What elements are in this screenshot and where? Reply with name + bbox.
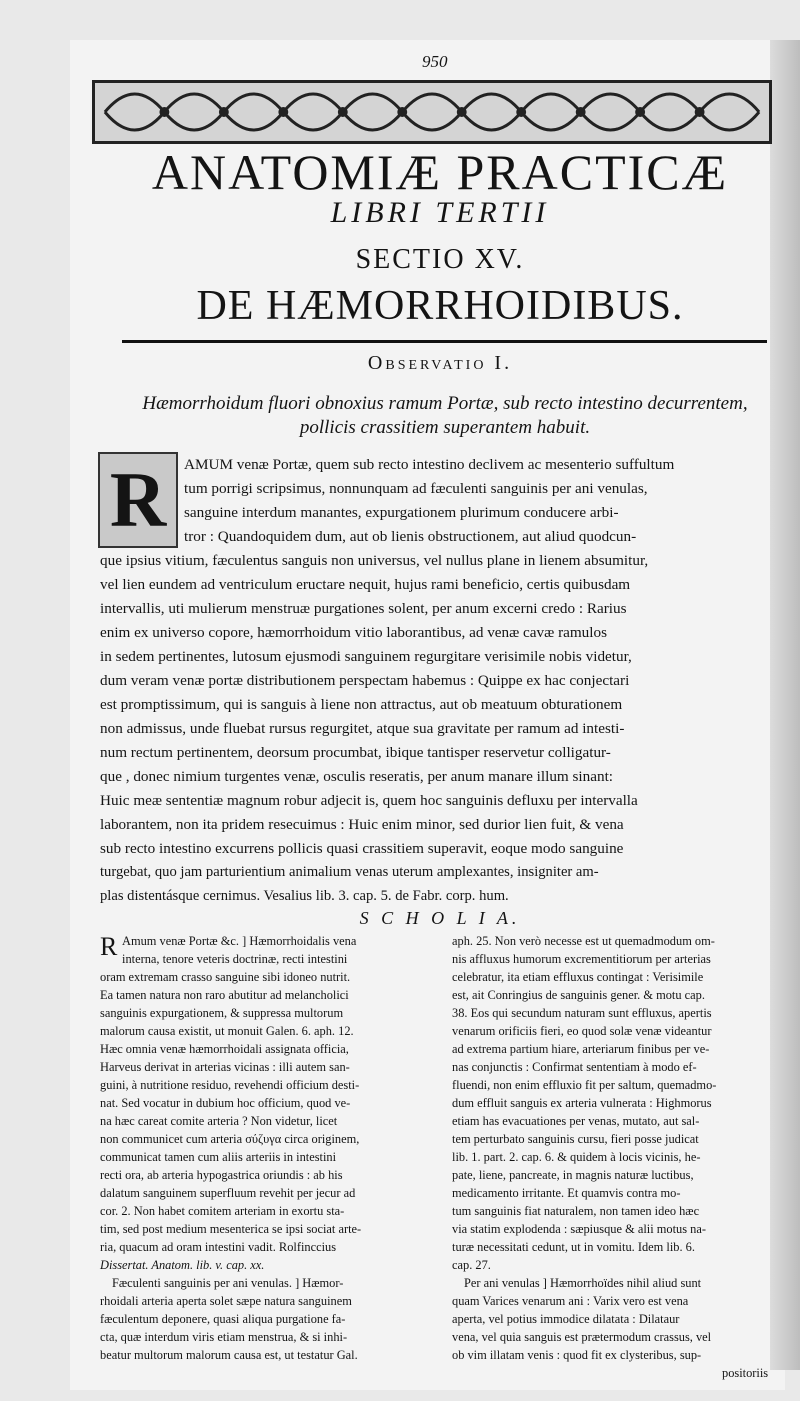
scholia-line: guini, à nutritione residuo, revehendi officium desti- bbox=[100, 1078, 360, 1092]
headpiece-ornament-icon bbox=[95, 83, 769, 141]
scholia-drop-cap: R bbox=[100, 932, 118, 961]
body-line: tum porrigi scripsimus, nonnunquam ad fæculenti sanguinis per ani venulas, bbox=[184, 480, 648, 497]
scholia-line: etiam has evacuationes per venas, mutato, aut sal- bbox=[452, 1114, 700, 1128]
body-line: enim ex universo copore, hæmorrhoidum vitio laborantibus, ad venæ cavæ ramulos bbox=[100, 624, 607, 641]
scholia-line: beatur multorum malorum causa est, ut testatur Gal. bbox=[100, 1348, 358, 1362]
scholia-line: Dissertat. Anatom. lib. v. cap. xx. bbox=[100, 1258, 265, 1272]
observation-heading: Observatio I. bbox=[367, 352, 513, 374]
scholia-line: aph. 25. Non verò necesse est ut quemadmodum om- bbox=[452, 934, 715, 948]
scholia-line: ad extrema partium hiare, arteriarum finibus per ve- bbox=[452, 1042, 710, 1056]
body-line: non admissus, unde fluebat rursus regurgitet, atque sua gravitate per ramum ad intesti- bbox=[100, 720, 625, 737]
scholia-line: communicat tamen cum aliis arteriis in intestini bbox=[100, 1150, 337, 1164]
scholia-line: tim, sed post medium mesenterica se ipsi sociat arte- bbox=[100, 1222, 362, 1236]
heading-rule bbox=[122, 340, 767, 343]
scholia-line: Per ani venulas ] Hæmorrhoïdes nihil aliud sunt bbox=[464, 1276, 702, 1290]
scholia-line: sanguinis expurgationem, & suppressa multorum bbox=[100, 1006, 344, 1020]
body-line: in sedem pertinentes, lutosum ejusmodi sanguinem regurgitare verisimile nobis videtur, bbox=[100, 648, 632, 665]
scholia-line: rhoidali arteria aperta solet sæpe natura sanguinem bbox=[100, 1294, 352, 1308]
observation-summary bbox=[125, 392, 765, 440]
body-line: num rectum pertinentem, deorsum procumbat, ibique tantisper reservetur colligatur- bbox=[100, 744, 611, 761]
scholia-line: nas conjunctis : Confirmat sententiam à modo ef- bbox=[452, 1060, 697, 1074]
scholia-line: turæ necessitati cedunt, ut in vomitu. Idem lib. 6. bbox=[452, 1240, 695, 1254]
body-line: laborantem, non ita pridem resecuimus : Huic enim minor, sed durior lien fuit, & vena bbox=[100, 816, 624, 833]
scholia-line: cor. 2. Non habet comitem arteriam in exortu sta- bbox=[100, 1204, 345, 1218]
body-line: plas distentásque cernimus. Vesalius lib. 3. cap. 5. de Fabr. corp. hum. bbox=[100, 888, 509, 904]
scholia-line: est, ait Conringius de sanguinis gener. & motu cap. bbox=[452, 988, 705, 1002]
body-line: sanguine interdum manantes, expurgationem plurimum conducere arbi- bbox=[184, 504, 619, 521]
summary-line: Hæmorrhoidum fluori obnoxius ramum Portæ, sub recto intestino decurrentem, bbox=[142, 393, 748, 414]
book-subtitle: LIBRI TERTII bbox=[330, 196, 550, 229]
body-line: vel lien eundem ad ventriculum eructare nequit, hujus rami beneficio, certis quibusdam bbox=[100, 576, 631, 593]
body-line: sub recto intestino excurrens pollicis quasi crassitiem superavit, eoque modo sanguine bbox=[100, 840, 624, 857]
scholia-line: 38. Eos qui secundum naturam sunt effluxus, apertis bbox=[452, 1006, 712, 1020]
scholia-line: dum effluit sanguis ex arteria vulnerata : Highmorus bbox=[452, 1096, 712, 1110]
scholia-line: cap. 27. bbox=[452, 1258, 491, 1272]
section-title: DE HÆMORRHOIDIBUS. bbox=[196, 283, 684, 329]
scholia-line: na hæc careat comite arteria ? Non videtur, licet bbox=[100, 1114, 338, 1128]
scholia-line: fluendi, non enim effluxio fit per saltum, quemadmo- bbox=[452, 1078, 717, 1092]
decorative-headpiece bbox=[92, 80, 772, 144]
body-line: tror : Quandoquidem dum, aut ob lienis obstructionem, aut aliud quodcun- bbox=[184, 528, 637, 545]
scholia-line: non communicet cum arteria σύζυγα circa originem, bbox=[100, 1132, 360, 1146]
scholia-line: nat. Sed vocatur in dubium hoc officium, quod ve- bbox=[100, 1096, 351, 1110]
body-line: est promptissimum, qui is sanguis à liene non attractus, aut ob meatuum obturationem bbox=[100, 696, 623, 713]
scholia-line: ria, quacum ad oram intestini vadit. Rolfinccius bbox=[100, 1240, 337, 1254]
scholia-line: celebratur, ita etiam effluxus contingat : Verisimile bbox=[452, 970, 704, 984]
body-line: Huic meæ sententiæ magnum robur adjecit is, quem hoc sanguinis defluxu per intervalla bbox=[100, 792, 638, 809]
scholia-line: oram extremam crasso sanguine sibi idoneo nutrit. bbox=[100, 970, 351, 984]
scholia-line: dalatum sanguinem superfluum revehit per jecur ad bbox=[100, 1186, 356, 1200]
book-title: ANATOMIÆ PRACTICÆ bbox=[151, 144, 729, 200]
body-line: intervallis, uti mulierum menstruæ purgationes solent, per anum excerni credo : Rarius bbox=[100, 600, 627, 617]
scholia-line: tem perturbato sanguinis cursu, fieri posse judicat bbox=[452, 1132, 699, 1146]
scholia-line: venarum orificiis fieri, eo quod solæ venæ videantur bbox=[452, 1024, 712, 1038]
drop-cap: R bbox=[98, 452, 178, 548]
section-number: SECTIO XV. bbox=[355, 244, 525, 275]
scholia-line: Ea tamen natura non raro abutitur ad melancholici bbox=[100, 988, 349, 1002]
scholia-line: tum sanguinis fiat naturalem, non tamen ideo hæc bbox=[452, 1204, 700, 1218]
scholia-line: Fæculenti sanguinis per ani venulas. ] Hæmor- bbox=[112, 1276, 344, 1290]
summary-line: pollicis crassitiem superantem habuit. bbox=[299, 417, 591, 438]
scholia-line: pate, liene, pancreate, in magnis naturæ luctibus, bbox=[452, 1168, 694, 1182]
body-line: que , donec nimium turgentes venæ, osculis reseratis, per anum manare illum sinant: bbox=[100, 768, 614, 785]
scholia-line: Hæc omnia venæ hæmorrhoidali assignata officia, bbox=[100, 1042, 349, 1056]
scholia-line: aperta, vel potius immodice dilatata : Dilataur bbox=[452, 1312, 680, 1326]
scholia-line: malorum causa existit, ut monuit Galen. 6. aph. 12. bbox=[100, 1024, 354, 1038]
scholia-line: nis affluxus humorum excrementitiorum per arterias bbox=[452, 952, 711, 966]
scholia-line: via statim explodenda : sæpiusque & alii motus na- bbox=[452, 1222, 706, 1236]
body-line: que ipsius vitium, fæculentus sanguis non universus, vel nullus plane in lienem absumitur, bbox=[100, 552, 649, 569]
body-line: AMUM venæ Portæ, quem sub recto intestino declivem ac mesenterio suffultum bbox=[184, 456, 675, 473]
scholia-line: Harveus derivat in arterias vicinas : illi autem san- bbox=[100, 1060, 350, 1074]
body-line: dum veram venæ portæ distributionem perspectam habemus : Quippe ex hac conjectari bbox=[100, 672, 630, 689]
scholia-line: Amum venæ Portæ &c. ] Hæmorrhoidalis vena bbox=[122, 934, 357, 948]
page-number: 950 bbox=[422, 52, 448, 71]
scholia-line: interna, tenore veteris doctrinæ, recti intestini bbox=[122, 952, 348, 966]
scholia-line: recti ora, ab arteria hypogastrica oriundis : ab his bbox=[100, 1168, 343, 1182]
scholia-line: cta, quæ interdum viris etiam menstrua, & si inhi- bbox=[100, 1330, 348, 1344]
scholia-line: medicamento irritante. Et quamvis contra mo- bbox=[452, 1186, 681, 1200]
scholia-line: quam Varices venarum ani : Varix vero est vena bbox=[452, 1294, 689, 1308]
catchword: positoriis bbox=[722, 1366, 769, 1380]
adjacent-page-edge bbox=[770, 40, 800, 1370]
scholia-heading: S C H O L I A. bbox=[359, 908, 521, 928]
scholia-line: fæculentum deponere, quasi aliqua purgatione fa- bbox=[100, 1312, 346, 1326]
scholia-line: lib. 1. part. 2. cap. 6. & quidem à locis vicinis, he- bbox=[452, 1150, 701, 1164]
scholia-line: vena, vel quia sanguis est prætermodum crassus, vel bbox=[452, 1330, 712, 1344]
body-line: turgebat, quo jam parturientium animalium venas uterum amplexantes, insigniter am- bbox=[100, 864, 599, 880]
scholia-line: ob vim illatam venis : quod fit ex clysteribus, sup- bbox=[452, 1348, 702, 1362]
